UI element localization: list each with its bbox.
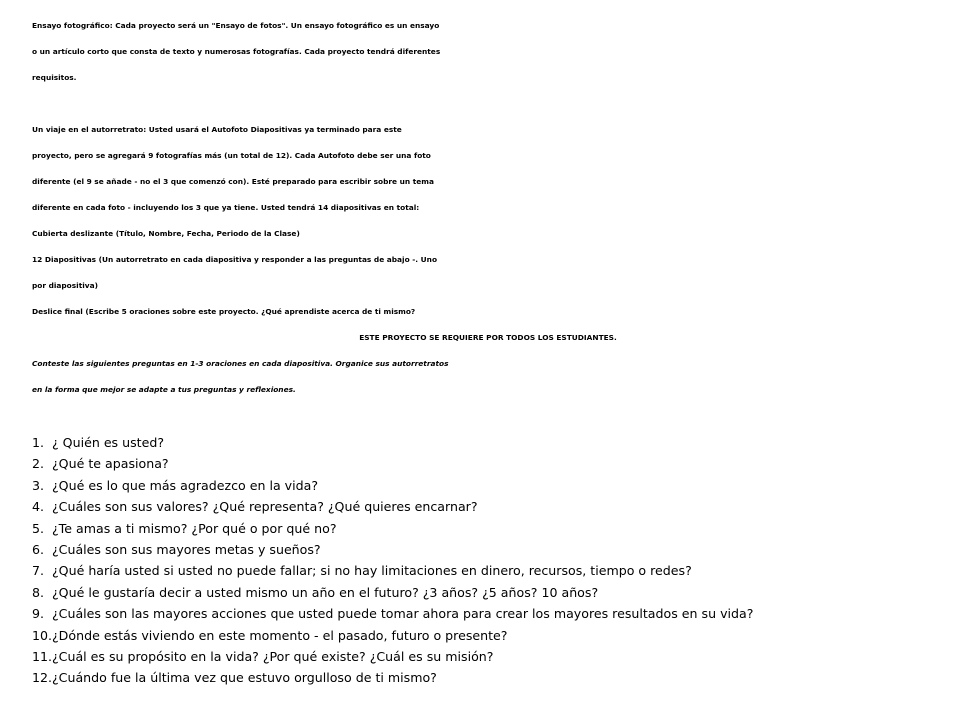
- intro-line: Ensayo fotográfico: Cada proyecto será un "Ensayo de fotos". Un ensayo fotográfico es un ensayo: [32, 21, 440, 30]
- list-item: [32, 646, 932, 667]
- viaje-paragraph: [32, 117, 944, 403]
- list-item: [32, 518, 932, 539]
- viaje-line: 12 Diapositivas (Un autorretrato en cada diapositiva y responder a las preguntas de abajo -. Uno: [32, 255, 438, 264]
- instructions-line: en la forma que mejor se adapte a tus preguntas y reflexiones.: [32, 385, 296, 394]
- question-text: ¿Dónde estás viviendo en este momento - el pasado, futuro o presente?: [52, 627, 508, 643]
- question-number: 2.: [32, 456, 45, 472]
- viaje-line: diferente en cada foto - incluyendo los 3 que ya tiene. Usted tendrá 14 diapositivas en total:: [32, 203, 420, 212]
- intro-line: requisitos.: [32, 73, 77, 82]
- question-number: 8.: [32, 584, 45, 600]
- list-item: [32, 432, 932, 453]
- viaje-line: Cubierta deslizante (Título, Nombre, Fecha, Periodo de la Clase): [32, 229, 300, 238]
- question-text: ¿Qué te apasiona?: [52, 456, 169, 472]
- question-text: ¿Qué haría usted si usted no puede fallar; si no hay limitaciones en dinero, recursos, tiempo o redes?: [52, 563, 692, 579]
- list-item: [32, 603, 932, 624]
- intro-paragraph: [32, 13, 944, 91]
- viaje-line: proyecto, pero se agregará 9 fotografías más (un total de 12). Cada Autofoto debe ser una foto: [32, 151, 431, 160]
- question-number: 10.: [32, 627, 53, 643]
- question-number: 1.: [32, 435, 45, 450]
- question-number: 7.: [32, 563, 45, 579]
- question-number: 9.: [32, 606, 45, 622]
- list-item: [32, 667, 932, 688]
- viaje-line: por diapositiva): [32, 281, 98, 290]
- questions-list: [32, 432, 932, 689]
- intro-line: o un artículo corto que consta de texto y numerosas fotografías. Cada proyecto tendrá diferentes: [32, 47, 441, 56]
- question-text: ¿Qué es lo que más agradezco en la vida?: [52, 477, 319, 493]
- viaje-line: Deslice final (Escribe 5 oraciones sobre este proyecto. ¿Qué aprendiste acerca de ti mismo?: [32, 307, 416, 316]
- required-notice: ESTE PROYECTO SE REQUIERE POR TODOS LOS ESTUDIANTES.: [359, 333, 617, 342]
- question-text: ¿Cuáles son sus mayores metas y sueños?: [52, 541, 321, 557]
- list-item: [32, 475, 932, 496]
- list-item: [32, 582, 932, 603]
- question-number: 11.: [32, 648, 53, 664]
- question-number: 3.: [32, 477, 45, 493]
- list-item: [32, 625, 932, 646]
- list-item: [32, 560, 932, 581]
- question-text: ¿ Quién es usted?: [52, 435, 165, 450]
- viaje-line: diferente (el 9 se añade - no el 3 que comenzó con). Esté preparado para escribir sobre un tema: [32, 177, 434, 186]
- viaje-line: Un viaje en el autorretrato: Usted usará el Autofoto Diapositivas ya terminado para este: [32, 125, 402, 134]
- instructions-line: Conteste las siguientes preguntas en 1-3 oraciones en cada diapositiva. Organice sus autorretratos: [32, 359, 449, 368]
- question-text: ¿Qué le gustaría decir a usted mismo un año en el futuro? ¿3 años? ¿5 años? 10 años?: [52, 584, 599, 600]
- question-text: ¿Cuándo fue la última vez que estuvo orgulloso de ti mismo?: [52, 670, 437, 686]
- list-item: [32, 496, 932, 517]
- question-number: 4.: [32, 499, 45, 515]
- question-number: 5.: [32, 520, 45, 536]
- list-item: [32, 539, 932, 560]
- question-number: 6.: [32, 541, 45, 557]
- question-text: ¿Cuáles son las mayores acciones que usted puede tomar ahora para crear los mayores resultados en su vida?: [52, 606, 754, 622]
- question-number: 12.: [32, 670, 53, 686]
- list-item: [32, 453, 932, 474]
- question-text: ¿Cuáles son sus valores? ¿Qué representa? ¿Qué quieres encarnar?: [52, 499, 478, 515]
- question-text: ¿Te amas a ti mismo? ¿Por qué o por qué no?: [52, 520, 337, 536]
- question-text: ¿Cuál es su propósito en la vida? ¿Por qué existe? ¿Cuál es su misión?: [52, 648, 494, 664]
